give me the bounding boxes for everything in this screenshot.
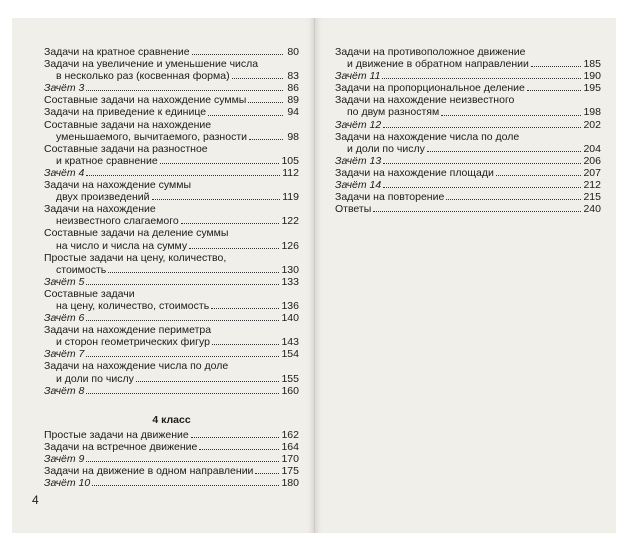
toc-entry-page-number: 204 xyxy=(583,142,601,155)
toc-entry-title: Задачи на приведение к единице xyxy=(44,106,207,119)
toc-entry-title: Задачи на встречное движение xyxy=(44,440,198,453)
toc-entry-title-line: Задачи на нахождение числа по доле xyxy=(44,360,229,373)
toc-entry-title: двух произведений xyxy=(56,191,150,204)
toc-entry xyxy=(44,288,299,312)
section-heading-grade-4: 4 класс xyxy=(152,413,191,426)
dot-leader xyxy=(496,175,582,176)
dot-leader xyxy=(86,284,279,285)
toc-entry-title: Задачи на нахождение площади xyxy=(335,166,494,179)
dot-leader xyxy=(191,437,280,438)
dot-leader xyxy=(441,115,581,116)
toc-entry xyxy=(335,46,601,70)
toc-entry-page-number: 207 xyxy=(583,166,601,179)
toc-entry-title: Ответы xyxy=(335,203,372,216)
toc-entry-title: Задачи на пропорциональное деление xyxy=(335,82,525,95)
toc-entry xyxy=(44,58,299,82)
toc-entry-title: по двум разностям xyxy=(347,106,440,119)
toc-entry-zachet-title: Зачёт 3 xyxy=(44,82,85,95)
dot-leader xyxy=(199,449,279,450)
toc-entry xyxy=(44,106,299,118)
toc-entry-page-number: 154 xyxy=(281,348,299,361)
toc-entry xyxy=(44,276,299,288)
toc-entry-page-number: 140 xyxy=(281,312,299,325)
toc-entry-title-line: Простые задачи на цену, количество, xyxy=(44,251,227,264)
dot-leader xyxy=(86,320,279,321)
toc-entry-zachet-title: Зачёт 13 xyxy=(335,154,382,167)
dot-leader xyxy=(446,199,581,200)
toc-entry-page-number: 119 xyxy=(282,191,299,204)
dot-leader xyxy=(232,78,283,79)
toc-entry xyxy=(335,167,601,179)
toc-entry xyxy=(44,324,299,348)
dot-leader xyxy=(152,199,281,200)
toc-entry xyxy=(44,167,299,179)
toc-entry xyxy=(44,143,299,167)
toc-entry-title: и сторон геометрических фигур xyxy=(56,336,210,349)
toc-entry-title-line: Составные задачи xyxy=(44,287,135,300)
toc-entry-title: и движение в обратном направлении xyxy=(347,58,529,71)
toc-entry xyxy=(44,429,299,441)
toc-entry-title: на цену, количество, стоимость xyxy=(56,299,210,312)
toc-entry-title-line: Задачи на нахождение xyxy=(44,203,156,216)
dot-leader xyxy=(427,151,582,152)
toc-entry-zachet-title: Зачёт 14 xyxy=(335,179,382,192)
toc-entry-title: и кратное сравнение xyxy=(56,154,158,167)
toc-entry-title: и доли по числу xyxy=(56,372,134,385)
toc-entry xyxy=(44,203,299,227)
dot-leader xyxy=(86,90,283,91)
toc-entry-title-line: Задачи на противоположное движение xyxy=(335,46,526,58)
toc-entry-zachet-title: Зачёт 7 xyxy=(44,348,85,361)
toc-entry xyxy=(44,385,299,397)
toc-entry xyxy=(44,82,299,94)
toc-entry-zachet-title: Зачёт 4 xyxy=(44,166,85,179)
toc-entry-zachet-title: Зачёт 12 xyxy=(335,118,382,131)
dot-leader xyxy=(136,381,280,382)
dot-leader xyxy=(383,127,581,128)
toc-entry-title-line: Задачи на нахождение числа по доле xyxy=(335,130,520,143)
toc-entry xyxy=(44,348,299,360)
toc-entry-page-number: 126 xyxy=(281,239,299,252)
toc-entry-page-number: 206 xyxy=(583,154,601,167)
toc-entry-page-number: 89 xyxy=(287,94,299,107)
dot-leader xyxy=(527,90,582,91)
toc-entry xyxy=(44,94,299,106)
toc-entry-title: и доли по числу xyxy=(347,142,425,155)
dot-leader xyxy=(383,187,581,188)
dot-leader xyxy=(192,54,283,55)
toc-entry xyxy=(44,441,299,453)
toc-entry-page-number: 190 xyxy=(583,70,601,83)
toc-entry xyxy=(44,46,299,58)
toc-entry xyxy=(44,227,299,251)
toc-entry-page-number: 162 xyxy=(281,428,299,441)
dot-leader xyxy=(248,102,283,103)
toc-entry-page-number: 83 xyxy=(287,70,299,83)
toc-entry xyxy=(44,360,299,384)
dot-leader xyxy=(255,473,279,474)
toc-entry-page-number: 133 xyxy=(281,275,299,288)
toc-entry xyxy=(44,465,299,477)
dot-leader xyxy=(108,272,279,273)
toc-entry-page-number: 86 xyxy=(287,82,299,95)
toc-entry-title-line: Задачи на увеличение и уменьшение числа xyxy=(44,58,259,71)
toc-entry xyxy=(335,131,601,155)
toc-entry-page-number: 170 xyxy=(281,452,299,465)
toc-entry-page-number: 112 xyxy=(282,166,299,179)
toc-entry-title: на число и числа на сумму xyxy=(56,239,188,252)
toc-entry-title-line: Задачи на нахождение неизвестного xyxy=(335,94,515,107)
toc-entry-page-number: 240 xyxy=(583,203,601,216)
dot-leader xyxy=(160,163,280,164)
dot-leader xyxy=(86,393,279,394)
toc-entry xyxy=(335,179,601,191)
toc-entry-page-number: 185 xyxy=(583,58,601,71)
toc-entry-page-number: 155 xyxy=(281,372,299,385)
toc-entry-page-number: 80 xyxy=(287,46,299,58)
toc-entry-title-line: Задачи на нахождение периметра xyxy=(44,324,212,337)
toc-entry xyxy=(335,155,601,167)
toc-entry-title: Задачи на движение в одном направлении xyxy=(44,465,254,477)
dot-leader xyxy=(86,461,279,462)
dot-leader xyxy=(208,115,283,116)
toc-left-list-grade-4 xyxy=(44,429,299,489)
page-number: 4 xyxy=(32,493,39,507)
toc-entry xyxy=(44,119,299,143)
toc-entry-title: Составные задачи на нахождение суммы xyxy=(44,94,247,107)
dot-leader xyxy=(212,344,280,345)
toc-entry-zachet-title: Зачёт 9 xyxy=(44,452,85,465)
toc-entry-page-number: 195 xyxy=(583,82,601,95)
toc-left xyxy=(44,46,299,489)
toc-entry-title: уменьшаемого, вычитаемого, разности xyxy=(56,130,247,143)
toc-entry-title: стоимость xyxy=(56,263,107,276)
toc-right xyxy=(335,46,601,215)
dot-leader xyxy=(211,308,279,309)
toc-entry-title: Задачи на повторение xyxy=(335,191,445,204)
toc-entry-zachet-title: Зачёт 5 xyxy=(44,275,85,288)
toc-entry-title-line: Составные задачи на разностное xyxy=(44,142,208,155)
toc-entry-page-number: 202 xyxy=(583,118,601,131)
toc-entry-title: неизвестного слагаемого xyxy=(56,215,179,228)
dot-leader xyxy=(531,66,582,67)
toc-entry-page-number: 198 xyxy=(583,106,601,119)
toc-entry xyxy=(44,179,299,203)
dot-leader xyxy=(181,223,280,224)
toc-entry xyxy=(335,191,601,203)
dot-leader xyxy=(92,485,279,486)
toc-entry-page-number: 164 xyxy=(281,440,299,453)
toc-entry xyxy=(44,312,299,324)
toc-entry-title: Задачи на кратное сравнение xyxy=(44,46,190,58)
toc-right-list xyxy=(335,46,601,215)
right-page xyxy=(315,18,616,533)
toc-entry-title: в несколько раз (косвенная форма) xyxy=(56,70,230,83)
toc-entry xyxy=(335,94,601,118)
toc-entry-page-number: 94 xyxy=(287,106,299,119)
open-book xyxy=(12,18,616,533)
toc-entry xyxy=(335,82,601,94)
left-page xyxy=(12,18,315,533)
toc-entry xyxy=(335,70,601,82)
toc-entry-zachet-title: Зачёт 11 xyxy=(335,70,381,83)
toc-entry-page-number: 215 xyxy=(583,191,601,204)
toc-entry-page-number: 212 xyxy=(583,179,601,192)
toc-entry-title-line: Составные задачи на нахождение xyxy=(44,118,212,131)
toc-entry xyxy=(44,477,299,489)
dot-leader xyxy=(383,163,581,164)
toc-entry-page-number: 143 xyxy=(281,336,299,349)
toc-entry xyxy=(44,453,299,465)
dot-leader xyxy=(373,211,581,212)
toc-entry-title-line: Составные задачи на деление суммы xyxy=(44,227,229,240)
toc-entry-page-number: 175 xyxy=(281,465,299,477)
toc-entry-page-number: 122 xyxy=(281,215,299,228)
toc-entry-zachet-title: Зачёт 8 xyxy=(44,384,85,397)
toc-entry-title: Простые задачи на движение xyxy=(44,428,189,441)
toc-entry-zachet-title: Зачёт 10 xyxy=(44,477,91,490)
toc-entry xyxy=(335,203,601,215)
toc-entry xyxy=(335,119,601,131)
dot-leader xyxy=(189,248,279,249)
toc-entry-zachet-title: Зачёт 6 xyxy=(44,312,85,325)
toc-entry-page-number: 160 xyxy=(281,384,299,397)
toc-entry-page-number: 130 xyxy=(281,263,299,276)
dot-leader xyxy=(249,139,283,140)
toc-entry-page-number: 105 xyxy=(281,154,299,167)
toc-entry-page-number: 180 xyxy=(281,477,299,490)
toc-entry-page-number: 98 xyxy=(287,130,299,143)
dot-leader xyxy=(86,175,280,176)
toc-left-list xyxy=(44,46,299,397)
dot-leader xyxy=(382,78,581,79)
dot-leader xyxy=(86,356,279,357)
toc-entry xyxy=(44,252,299,276)
toc-entry-page-number: 136 xyxy=(281,299,299,312)
toc-entry-title-line: Задачи на нахождение суммы xyxy=(44,179,191,192)
